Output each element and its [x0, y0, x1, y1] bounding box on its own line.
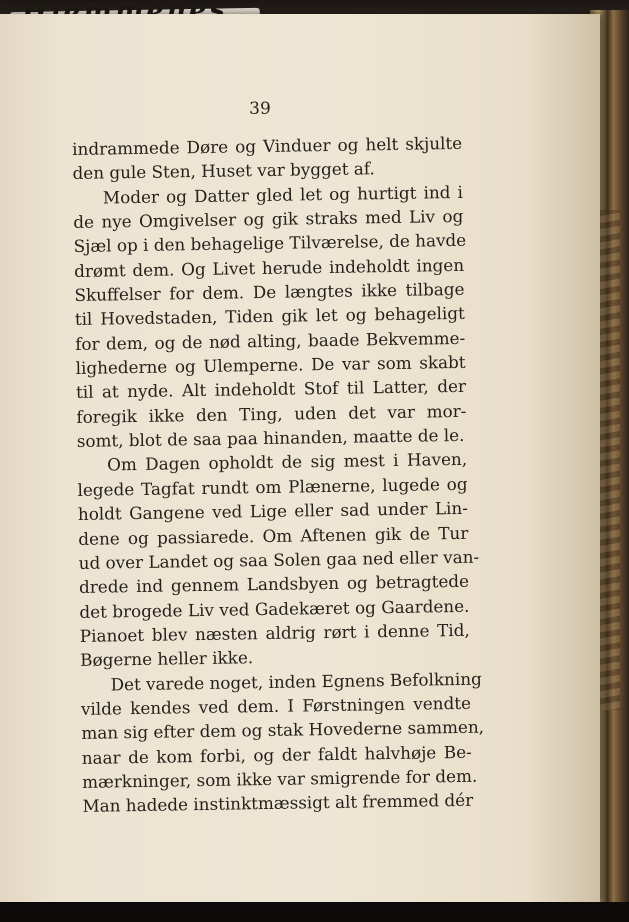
text-line: drømt dem. Og Livet herude indeholdt ingen	[73, 254, 465, 281]
text-line: Pianoet blev næsten aldrig rørt i denne Tid,	[79, 619, 470, 646]
text-line: Man hadede instinktmæssigt alt fremmed dér	[82, 790, 474, 817]
text-line: Skuffelser for dem. De længtes ikke tilbage	[74, 278, 465, 306]
text-line: Sjæl op i den behagelige Tilværelse, de havde	[73, 230, 467, 257]
text-line: foregik ikke den Ting, uden det var mor-	[76, 400, 467, 427]
text-line: Om Dagen opholdt de sig mest i Haven,	[106, 449, 468, 475]
text-line: de nye Omgivelser og gik straks med Liv og	[73, 205, 464, 233]
text-line: legede Tagfat rundt om Plænerne, lugede og	[77, 473, 468, 500]
page-number: 39	[249, 99, 271, 119]
text-line: naar de kom forbi, og der faldt halvhøje Be-	[81, 741, 472, 768]
book-page	[0, 14, 600, 902]
text-line: den gule Sten, Huset var bygget af.	[72, 158, 375, 184]
text-line: man sig efter dem og stak Hovederne sammen,	[81, 716, 485, 744]
text-line: ud over Landet og saa Solen gaa ned eller van-	[78, 546, 480, 573]
body-text	[72, 131, 485, 819]
text-line: Bøgerne heller ikke.	[80, 647, 254, 671]
text-line: indrammede Døre og Vinduer og helt skjulte	[72, 132, 463, 159]
text-line: mærkninger, som ikke var smigrende for dem.	[81, 765, 478, 792]
text-line: somt, blot de saa paa hinanden, maatte de le.	[76, 424, 465, 452]
text-line: Det varede noget, inden Egnens Befolkning	[110, 668, 482, 695]
text-line: Moder og Datter gled let og hurtigt ind i	[102, 181, 464, 208]
text-line: til at nyde. Alt indeholdt Stof til Latter, der	[75, 376, 467, 403]
text-line: dene og passiarede. Om Aftenen gik de Tur	[78, 522, 469, 549]
text-line: lighederne og Ulemperne. De var som skabt	[75, 351, 466, 379]
text-line: drede ind gennem Landsbyen og betragtede	[78, 571, 470, 598]
text-line: holdt Gangene ved Lige eller sad under Lin-	[77, 497, 469, 525]
text-line: for dem, og de nød alting, baade Bekvemme-	[75, 327, 466, 354]
text-line: vilde kendes ved dem. I Førstningen vendte	[80, 692, 472, 719]
text-line: det brogede Liv ved Gadekæret og Gaardene.	[79, 595, 470, 622]
text-line: til Hovedstaden, Tiden gik let og behageligt	[74, 303, 465, 330]
